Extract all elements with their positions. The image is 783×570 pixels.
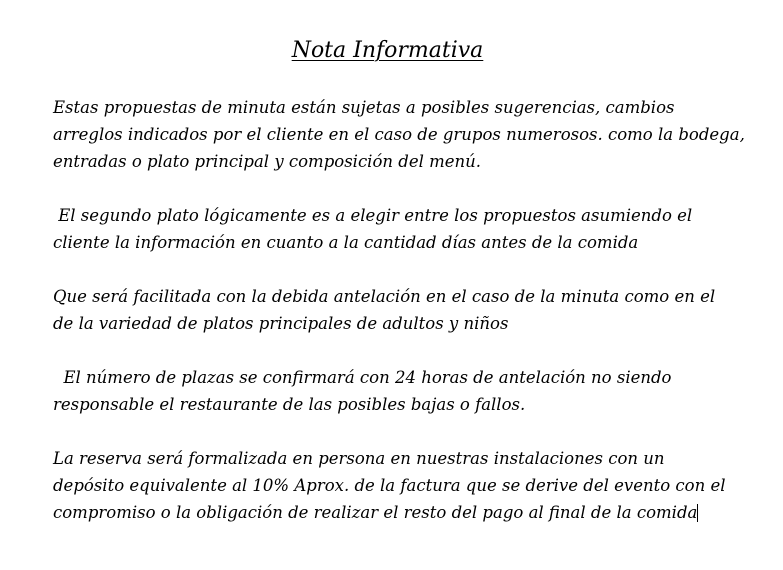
paragraph-1-line-1: Estas propuestas de minuta están sujetas a posibles sugerencias, cambios [53,98,675,117]
paragraph-4-line-2: responsable el restaurante de las posibles bajas o fallos. [53,395,526,414]
paragraph-3 [53,283,743,337]
paragraph-5-line-2: depósito equivalente al 10% Aprox. de la factura que se derive del evento con el [53,476,726,495]
paragraph-2 [53,202,743,256]
paragraph-1-line-2: arreglos indicados por el cliente en el caso de grupos numerosos. como la bodega, [53,125,745,144]
text-cursor [697,504,698,522]
paragraph-4 [53,364,743,418]
paragraph-1-line-3: entradas o plato principal y composición del menú. [53,152,482,171]
paragraph-5-line-1: La reserva será formalizada en persona en nuestras instalaciones con un [53,449,665,468]
document-title: Nota Informativa [291,38,484,63]
paragraph-1 [53,94,743,175]
paragraph-2-line-1: El segundo plato lógicamente es a elegir entre los propuestos asumiendo el [53,206,693,225]
paragraph-3-line-1: Que será facilitada con la debida antelación en el caso de la minuta como en el [53,287,716,306]
paragraph-4-line-1: El número de plazas se confirmará con 24 horas de antelación no siendo [53,368,672,387]
paragraph-5-line-3: compromiso o la obligación de realizar el resto del pago al final de la comida [53,503,698,522]
paragraph-2-line-2: cliente la información en cuanto a la cantidad días antes de la comida [53,233,639,252]
paragraph-5[interactable] [53,445,743,526]
paragraph-3-line-2: de la variedad de platos principales de adultos y niños [53,314,509,333]
paragraph-5-line-3-wrap [53,499,743,526]
